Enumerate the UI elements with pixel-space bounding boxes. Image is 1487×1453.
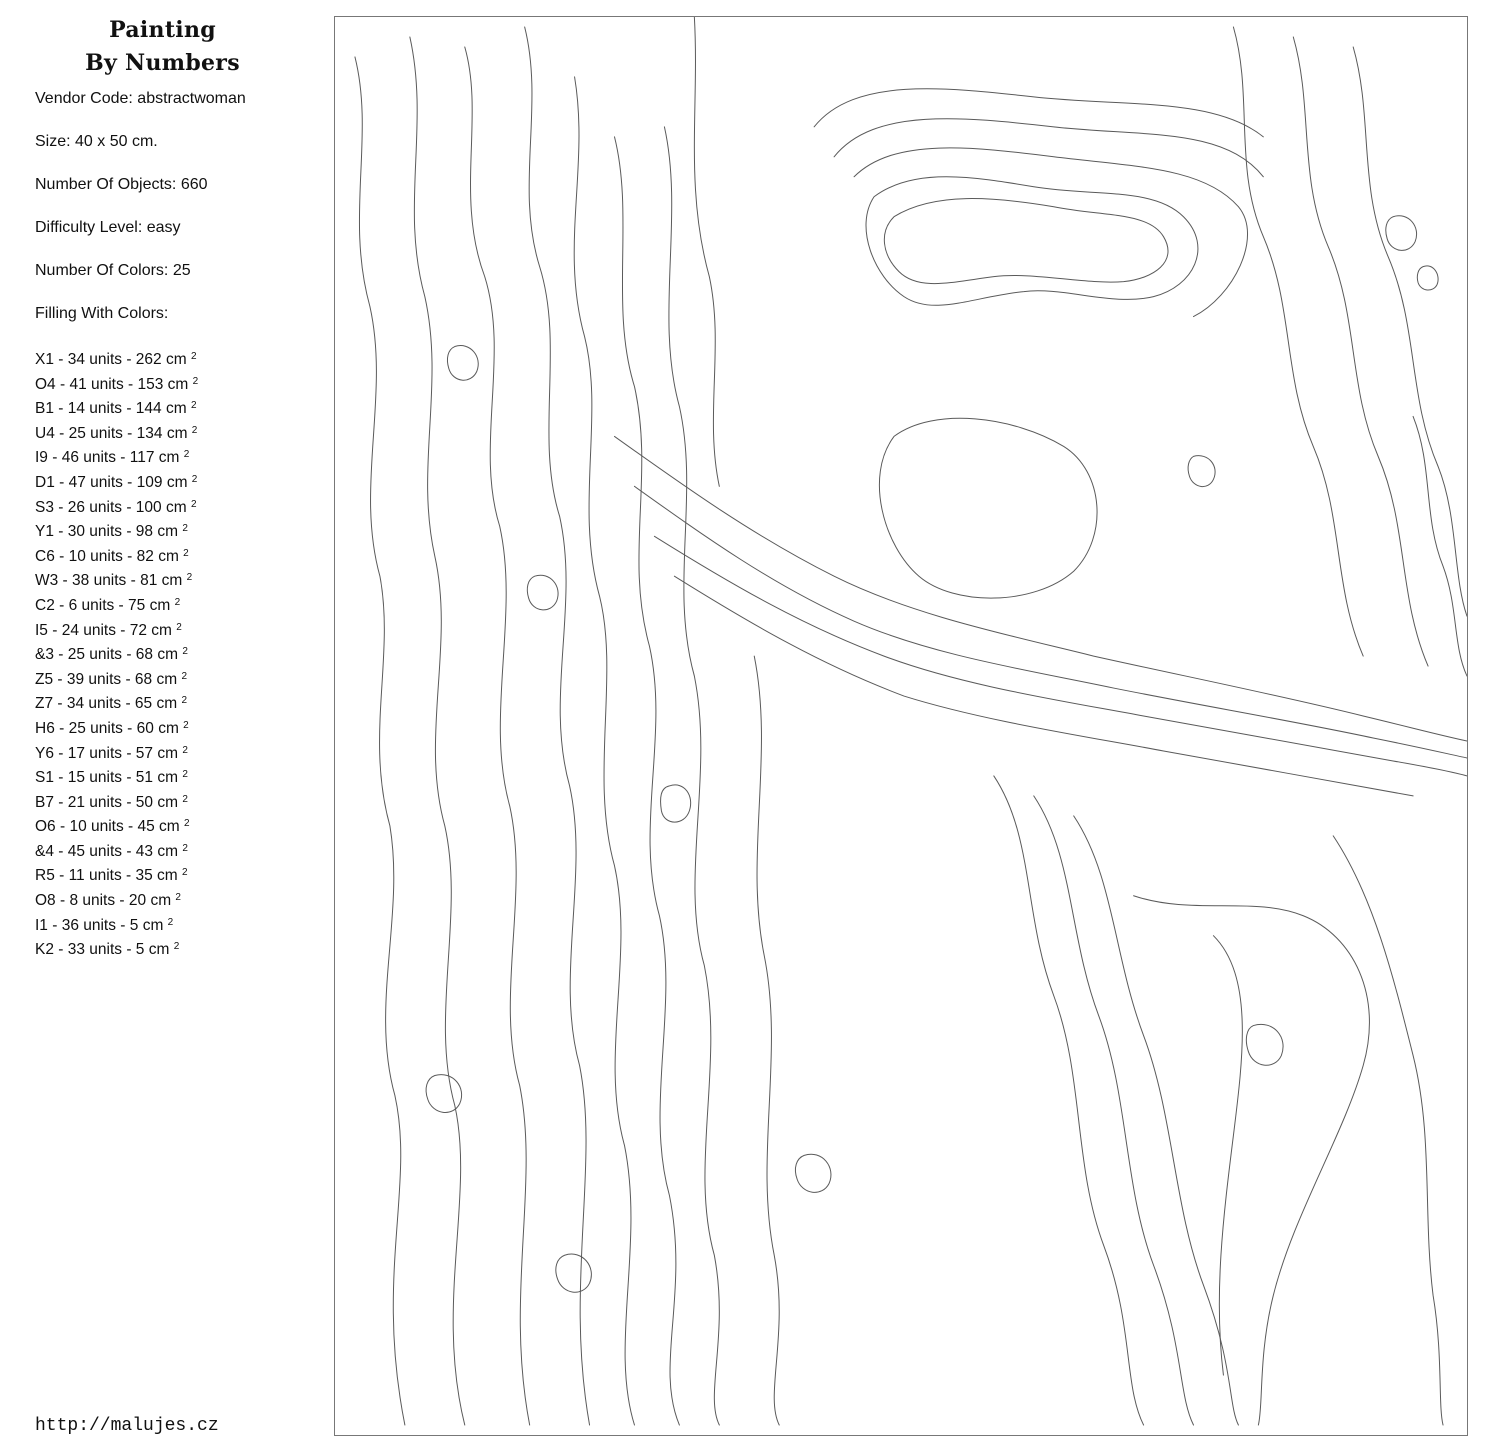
contour-drawing	[335, 17, 1467, 1435]
color-item: I5 - 24 units - 72 cm $^2$	[35, 621, 182, 639]
contour-line	[694, 17, 719, 486]
color-item: O6 - 10 units - 45 cm $^2$	[35, 818, 190, 836]
brand-line-2: By Numbers	[85, 50, 240, 76]
contour-blob	[1188, 456, 1215, 487]
color-item: Z5 - 39 units - 68 cm $^2$	[35, 670, 188, 688]
contour-line	[634, 486, 1467, 758]
contour-blob	[1386, 216, 1417, 251]
contour-line	[1293, 37, 1428, 666]
color-item: K2 - 33 units - 5 cm $^2$	[35, 941, 180, 959]
color-item: Y1 - 30 units - 98 cm $^2$	[35, 523, 188, 541]
contour-line	[1413, 416, 1467, 676]
color-item: B1 - 14 units - 144 cm $^2$	[35, 400, 197, 418]
contour-line	[615, 137, 680, 1425]
contour-blob	[527, 575, 558, 610]
contour-line	[1353, 47, 1467, 616]
contour-line	[1213, 936, 1242, 1375]
color-item: O4 - 41 units - 153 cm $^2$	[35, 375, 199, 393]
color-item: X1 - 34 units - 262 cm $^2$	[35, 351, 197, 368]
colors-count: Number Of Colors: 25	[35, 262, 191, 279]
brand-title	[35, 14, 290, 80]
color-item: I9 - 46 units - 117 cm $^2$	[35, 449, 190, 467]
color-item: O8 - 8 units - 20 cm $^2$	[35, 892, 181, 910]
color-item: B7 - 21 units - 50 cm $^2$	[35, 793, 188, 811]
site-url-link[interactable]: http://malujes.cz	[35, 1416, 219, 1436]
color-item: I1 - 36 units - 5 cm $^2$	[35, 916, 174, 934]
contour-line	[884, 199, 1168, 284]
color-item: U4 - 25 units - 134 cm $^2$	[35, 424, 198, 442]
color-item: &4 - 45 units - 43 cm $^2$	[35, 842, 188, 860]
color-list	[35, 346, 325, 961]
contour-blob	[661, 785, 691, 822]
contour-line	[879, 418, 1097, 598]
painting-canvas	[334, 16, 1468, 1436]
contour-blob	[1417, 266, 1438, 290]
difficulty-level: Difficulty Level: easy	[35, 219, 181, 236]
contour-line	[754, 656, 779, 1425]
contour-line	[465, 47, 530, 1425]
info-sidebar	[35, 14, 325, 961]
vendor-code: Vendor Code: abstractwoman	[35, 90, 246, 107]
color-item: C6 - 10 units - 82 cm $^2$	[35, 547, 189, 565]
contour-line	[355, 57, 405, 1425]
color-item: W3 - 38 units - 81 cm $^2$	[35, 572, 193, 590]
contour-line	[1034, 796, 1194, 1425]
contour-line	[664, 127, 719, 1425]
contour-line	[814, 89, 1263, 137]
color-item: Z7 - 34 units - 65 cm $^2$	[35, 695, 188, 713]
contour-line	[1134, 896, 1370, 1425]
size-info: Size: 40 x 50 cm.	[35, 133, 158, 150]
contour-line	[525, 27, 590, 1425]
color-item: D1 - 47 units - 109 cm $^2$	[35, 473, 198, 491]
color-item: &3 - 25 units - 68 cm $^2$	[35, 646, 188, 664]
contour-blob	[1246, 1024, 1283, 1065]
color-item: Y6 - 17 units - 57 cm $^2$	[35, 744, 188, 762]
contour-line	[1233, 27, 1363, 656]
filling-label: Filling With Colors:	[35, 305, 169, 322]
contour-line	[866, 177, 1198, 306]
contour-line	[674, 576, 1413, 796]
color-item: H6 - 25 units - 60 cm $^2$	[35, 719, 189, 737]
contour-line	[1074, 816, 1239, 1425]
contour-blob	[556, 1254, 592, 1292]
contour-blob	[795, 1154, 831, 1192]
contour-line	[994, 776, 1144, 1425]
color-item: S1 - 15 units - 51 cm $^2$	[35, 769, 188, 787]
brand-line-1: Painting	[109, 17, 216, 43]
contour-line	[834, 119, 1263, 177]
contour-line	[410, 37, 465, 1425]
contour-blob	[447, 346, 478, 381]
contour-line	[1333, 836, 1443, 1425]
color-item: S3 - 26 units - 100 cm $^2$	[35, 498, 197, 516]
color-item: R5 - 11 units - 35 cm $^2$	[35, 867, 188, 885]
objects-count: Number Of Objects: 660	[35, 176, 208, 193]
contour-line	[654, 536, 1467, 776]
contour-blob	[426, 1075, 462, 1113]
color-item: C2 - 6 units - 75 cm $^2$	[35, 596, 181, 614]
